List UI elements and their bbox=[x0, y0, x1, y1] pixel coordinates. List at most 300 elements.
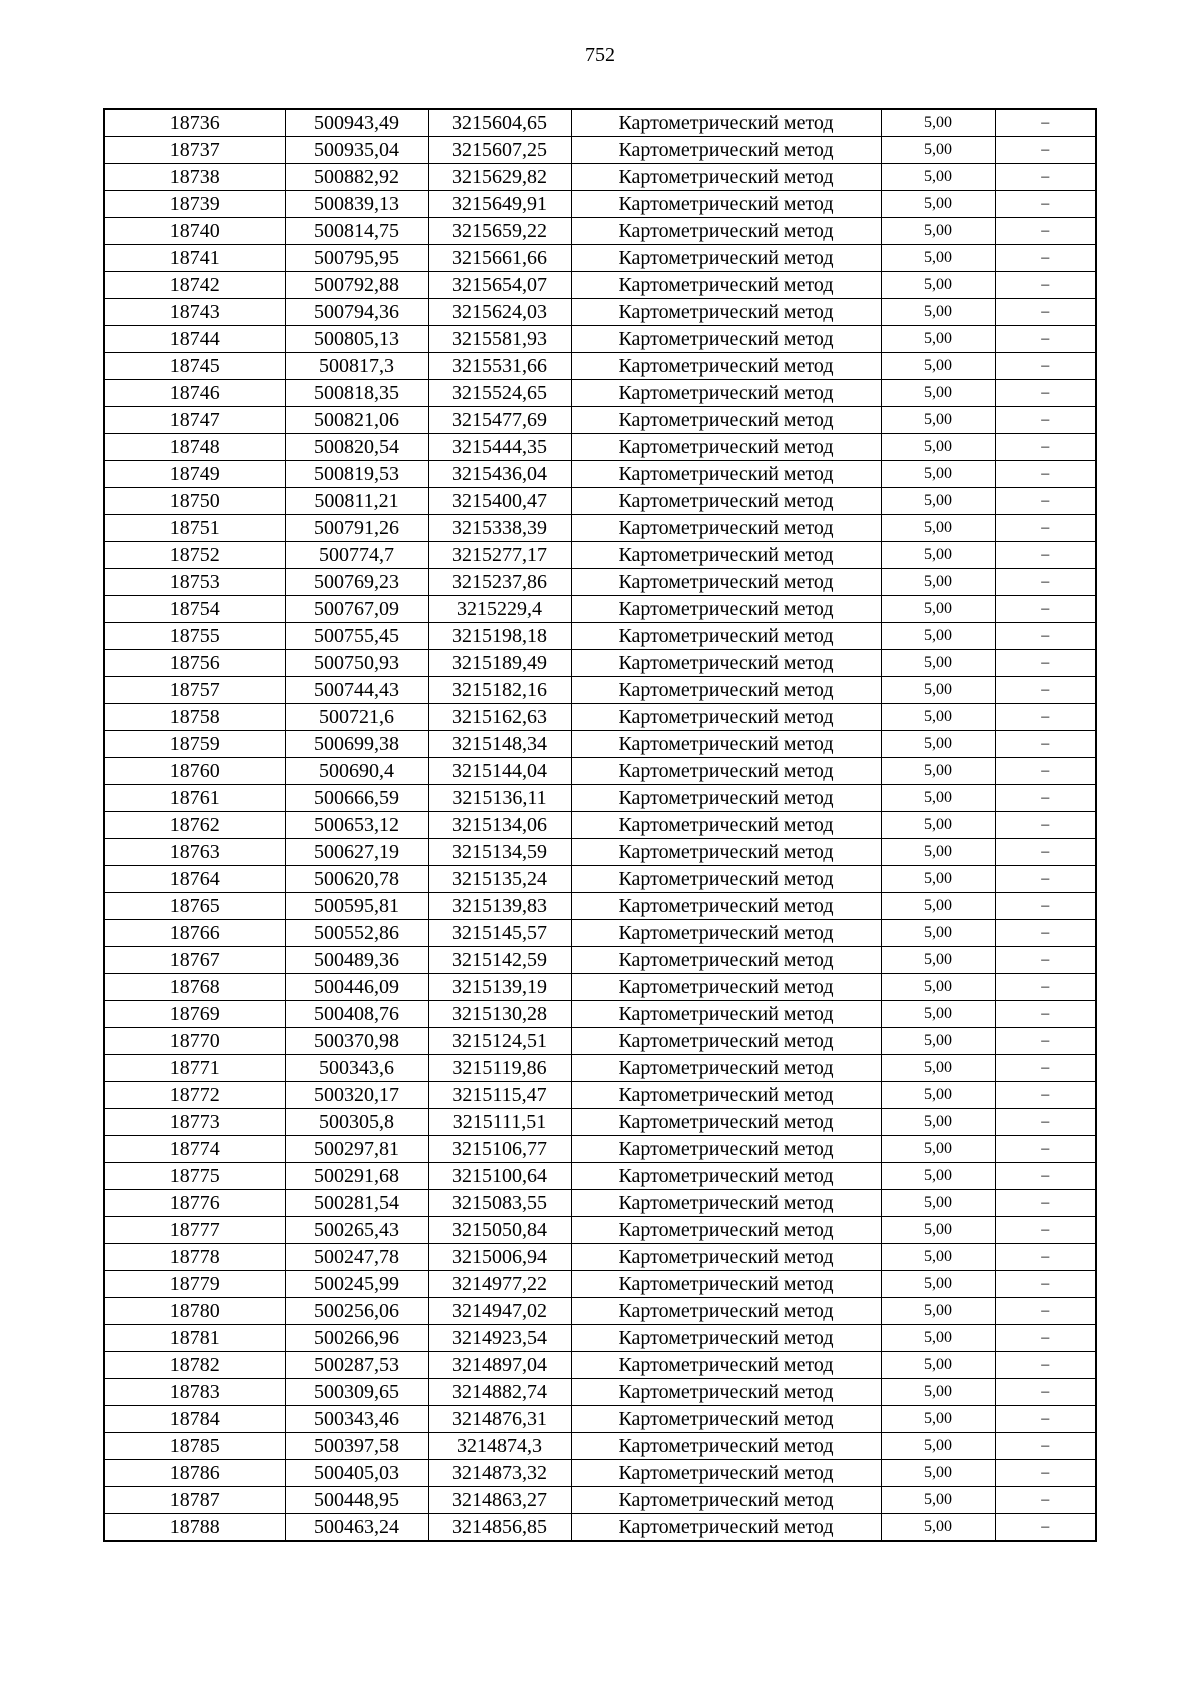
point-number-cell: 18758 bbox=[104, 704, 285, 731]
table-row bbox=[104, 1298, 1096, 1325]
note-cell: – bbox=[995, 380, 1096, 407]
table-row bbox=[104, 677, 1096, 704]
method-cell: Картометрический метод bbox=[571, 245, 881, 272]
x-coordinate-cell: 500256,06 bbox=[285, 1298, 428, 1325]
x-coordinate-cell: 500405,03 bbox=[285, 1460, 428, 1487]
accuracy-cell: 5,00 bbox=[881, 164, 995, 191]
y-coordinate-cell: 3215189,49 bbox=[428, 650, 571, 677]
point-number-cell: 18742 bbox=[104, 272, 285, 299]
x-coordinate-cell: 500627,19 bbox=[285, 839, 428, 866]
table-row bbox=[104, 1514, 1096, 1542]
point-number-cell: 18781 bbox=[104, 1325, 285, 1352]
y-coordinate-cell: 3215654,07 bbox=[428, 272, 571, 299]
accuracy-cell: 5,00 bbox=[881, 1460, 995, 1487]
accuracy-cell: 5,00 bbox=[881, 893, 995, 920]
accuracy-cell: 5,00 bbox=[881, 596, 995, 623]
accuracy-cell: 5,00 bbox=[881, 731, 995, 758]
note-cell: – bbox=[995, 353, 1096, 380]
accuracy-cell: 5,00 bbox=[881, 1217, 995, 1244]
y-coordinate-cell: 3215130,28 bbox=[428, 1001, 571, 1028]
point-number-cell: 18787 bbox=[104, 1487, 285, 1514]
point-number-cell: 18770 bbox=[104, 1028, 285, 1055]
accuracy-cell: 5,00 bbox=[881, 1055, 995, 1082]
accuracy-cell: 5,00 bbox=[881, 1244, 995, 1271]
table-row bbox=[104, 1325, 1096, 1352]
table-row bbox=[104, 1082, 1096, 1109]
y-coordinate-cell: 3215111,51 bbox=[428, 1109, 571, 1136]
method-cell: Картометрический метод bbox=[571, 542, 881, 569]
point-number-cell: 18767 bbox=[104, 947, 285, 974]
accuracy-cell: 5,00 bbox=[881, 515, 995, 542]
table-row bbox=[104, 1271, 1096, 1298]
x-coordinate-cell: 500653,12 bbox=[285, 812, 428, 839]
x-coordinate-cell: 500552,86 bbox=[285, 920, 428, 947]
point-number-cell: 18772 bbox=[104, 1082, 285, 1109]
method-cell: Картометрический метод bbox=[571, 1271, 881, 1298]
table-row bbox=[104, 650, 1096, 677]
point-number-cell: 18737 bbox=[104, 137, 285, 164]
x-coordinate-cell: 500297,81 bbox=[285, 1136, 428, 1163]
method-cell: Картометрический метод bbox=[571, 650, 881, 677]
note-cell: – bbox=[995, 1460, 1096, 1487]
y-coordinate-cell: 3215182,16 bbox=[428, 677, 571, 704]
note-cell: – bbox=[995, 947, 1096, 974]
note-cell: – bbox=[995, 299, 1096, 326]
method-cell: Картометрический метод bbox=[571, 299, 881, 326]
x-coordinate-cell: 500791,26 bbox=[285, 515, 428, 542]
table-row bbox=[104, 164, 1096, 191]
point-number-cell: 18773 bbox=[104, 1109, 285, 1136]
method-cell: Картометрический метод bbox=[571, 461, 881, 488]
method-cell: Картометрический метод bbox=[571, 785, 881, 812]
accuracy-cell: 5,00 bbox=[881, 920, 995, 947]
y-coordinate-cell: 3215106,77 bbox=[428, 1136, 571, 1163]
note-cell: – bbox=[995, 1379, 1096, 1406]
point-number-cell: 18749 bbox=[104, 461, 285, 488]
point-number-cell: 18755 bbox=[104, 623, 285, 650]
accuracy-cell: 5,00 bbox=[881, 650, 995, 677]
x-coordinate-cell: 500666,59 bbox=[285, 785, 428, 812]
x-coordinate-cell: 500281,54 bbox=[285, 1190, 428, 1217]
y-coordinate-cell: 3215624,03 bbox=[428, 299, 571, 326]
table-row bbox=[104, 488, 1096, 515]
point-number-cell: 18765 bbox=[104, 893, 285, 920]
point-number-cell: 18752 bbox=[104, 542, 285, 569]
point-number-cell: 18754 bbox=[104, 596, 285, 623]
x-coordinate-cell: 500343,6 bbox=[285, 1055, 428, 1082]
point-number-cell: 18744 bbox=[104, 326, 285, 353]
method-cell: Картометрический метод bbox=[571, 1460, 881, 1487]
table-row bbox=[104, 299, 1096, 326]
table-row bbox=[104, 731, 1096, 758]
accuracy-cell: 5,00 bbox=[881, 1433, 995, 1460]
table-row bbox=[104, 1379, 1096, 1406]
accuracy-cell: 5,00 bbox=[881, 488, 995, 515]
point-number-cell: 18745 bbox=[104, 353, 285, 380]
y-coordinate-cell: 3215136,11 bbox=[428, 785, 571, 812]
note-cell: – bbox=[995, 974, 1096, 1001]
y-coordinate-cell: 3215649,91 bbox=[428, 191, 571, 218]
x-coordinate-cell: 500792,88 bbox=[285, 272, 428, 299]
accuracy-cell: 5,00 bbox=[881, 1298, 995, 1325]
method-cell: Картометрический метод bbox=[571, 1163, 881, 1190]
x-coordinate-cell: 500397,58 bbox=[285, 1433, 428, 1460]
note-cell: – bbox=[995, 1028, 1096, 1055]
y-coordinate-cell: 3214876,31 bbox=[428, 1406, 571, 1433]
point-number-cell: 18783 bbox=[104, 1379, 285, 1406]
accuracy-cell: 5,00 bbox=[881, 461, 995, 488]
method-cell: Картометрический метод bbox=[571, 1352, 881, 1379]
accuracy-cell: 5,00 bbox=[881, 353, 995, 380]
y-coordinate-cell: 3214947,02 bbox=[428, 1298, 571, 1325]
accuracy-cell: 5,00 bbox=[881, 1028, 995, 1055]
x-coordinate-cell: 500750,93 bbox=[285, 650, 428, 677]
method-cell: Картометрический метод bbox=[571, 1379, 881, 1406]
note-cell: – bbox=[995, 1109, 1096, 1136]
method-cell: Картометрический метод bbox=[571, 407, 881, 434]
x-coordinate-cell: 500819,53 bbox=[285, 461, 428, 488]
note-cell: – bbox=[995, 812, 1096, 839]
accuracy-cell: 5,00 bbox=[881, 1136, 995, 1163]
accuracy-cell: 5,00 bbox=[881, 677, 995, 704]
point-number-cell: 18748 bbox=[104, 434, 285, 461]
x-coordinate-cell: 500767,09 bbox=[285, 596, 428, 623]
method-cell: Картометрический метод bbox=[571, 569, 881, 596]
accuracy-cell: 5,00 bbox=[881, 569, 995, 596]
method-cell: Картометрический метод bbox=[571, 1055, 881, 1082]
method-cell: Картометрический метод bbox=[571, 191, 881, 218]
accuracy-cell: 5,00 bbox=[881, 839, 995, 866]
method-cell: Картометрический метод bbox=[571, 893, 881, 920]
accuracy-cell: 5,00 bbox=[881, 866, 995, 893]
note-cell: – bbox=[995, 569, 1096, 596]
x-coordinate-cell: 500820,54 bbox=[285, 434, 428, 461]
note-cell: – bbox=[995, 650, 1096, 677]
note-cell: – bbox=[995, 1244, 1096, 1271]
table-row bbox=[104, 407, 1096, 434]
accuracy-cell: 5,00 bbox=[881, 1001, 995, 1028]
table-row bbox=[104, 109, 1096, 137]
page-number: 752 bbox=[585, 44, 615, 66]
method-cell: Картометрический метод bbox=[571, 1109, 881, 1136]
note-cell: – bbox=[995, 920, 1096, 947]
note-cell: – bbox=[995, 1082, 1096, 1109]
accuracy-cell: 5,00 bbox=[881, 758, 995, 785]
note-cell: – bbox=[995, 1217, 1096, 1244]
note-cell: – bbox=[995, 785, 1096, 812]
note-cell: – bbox=[995, 1514, 1096, 1542]
y-coordinate-cell: 3214863,27 bbox=[428, 1487, 571, 1514]
accuracy-cell: 5,00 bbox=[881, 542, 995, 569]
method-cell: Картометрический метод bbox=[571, 839, 881, 866]
method-cell: Картометрический метод bbox=[571, 974, 881, 1001]
coordinates-table-body bbox=[104, 109, 1096, 1541]
method-cell: Картометрический метод bbox=[571, 164, 881, 191]
y-coordinate-cell: 3214856,85 bbox=[428, 1514, 571, 1542]
method-cell: Картометрический метод bbox=[571, 704, 881, 731]
accuracy-cell: 5,00 bbox=[881, 1352, 995, 1379]
point-number-cell: 18751 bbox=[104, 515, 285, 542]
point-number-cell: 18769 bbox=[104, 1001, 285, 1028]
point-number-cell: 18775 bbox=[104, 1163, 285, 1190]
table-row bbox=[104, 434, 1096, 461]
note-cell: – bbox=[995, 407, 1096, 434]
x-coordinate-cell: 500595,81 bbox=[285, 893, 428, 920]
note-cell: – bbox=[995, 218, 1096, 245]
table-row bbox=[104, 1109, 1096, 1136]
x-coordinate-cell: 500247,78 bbox=[285, 1244, 428, 1271]
point-number-cell: 18761 bbox=[104, 785, 285, 812]
table-row bbox=[104, 542, 1096, 569]
table-row bbox=[104, 839, 1096, 866]
note-cell: – bbox=[995, 109, 1096, 137]
y-coordinate-cell: 3214874,3 bbox=[428, 1433, 571, 1460]
table-row bbox=[104, 1136, 1096, 1163]
y-coordinate-cell: 3215659,22 bbox=[428, 218, 571, 245]
note-cell: – bbox=[995, 1136, 1096, 1163]
accuracy-cell: 5,00 bbox=[881, 299, 995, 326]
point-number-cell: 18785 bbox=[104, 1433, 285, 1460]
table-row bbox=[104, 380, 1096, 407]
y-coordinate-cell: 3214977,22 bbox=[428, 1271, 571, 1298]
method-cell: Картометрический метод bbox=[571, 218, 881, 245]
table-row bbox=[104, 1244, 1096, 1271]
y-coordinate-cell: 3215444,35 bbox=[428, 434, 571, 461]
point-number-cell: 18780 bbox=[104, 1298, 285, 1325]
note-cell: – bbox=[995, 596, 1096, 623]
note-cell: – bbox=[995, 1271, 1096, 1298]
table-row bbox=[104, 1406, 1096, 1433]
accuracy-cell: 5,00 bbox=[881, 326, 995, 353]
x-coordinate-cell: 500287,53 bbox=[285, 1352, 428, 1379]
table-row bbox=[104, 461, 1096, 488]
y-coordinate-cell: 3214882,74 bbox=[428, 1379, 571, 1406]
point-number-cell: 18782 bbox=[104, 1352, 285, 1379]
point-number-cell: 18736 bbox=[104, 109, 285, 137]
table-row bbox=[104, 245, 1096, 272]
table-row bbox=[104, 812, 1096, 839]
note-cell: – bbox=[995, 758, 1096, 785]
note-cell: – bbox=[995, 677, 1096, 704]
accuracy-cell: 5,00 bbox=[881, 191, 995, 218]
method-cell: Картометрический метод bbox=[571, 1028, 881, 1055]
y-coordinate-cell: 3215083,55 bbox=[428, 1190, 571, 1217]
x-coordinate-cell: 500448,95 bbox=[285, 1487, 428, 1514]
method-cell: Картометрический метод bbox=[571, 812, 881, 839]
table-row bbox=[104, 704, 1096, 731]
note-cell: – bbox=[995, 893, 1096, 920]
x-coordinate-cell: 500839,13 bbox=[285, 191, 428, 218]
table-row bbox=[104, 866, 1096, 893]
y-coordinate-cell: 3215148,34 bbox=[428, 731, 571, 758]
method-cell: Картометрический метод bbox=[571, 623, 881, 650]
method-cell: Картометрический метод bbox=[571, 947, 881, 974]
y-coordinate-cell: 3215629,82 bbox=[428, 164, 571, 191]
note-cell: – bbox=[995, 542, 1096, 569]
accuracy-cell: 5,00 bbox=[881, 704, 995, 731]
x-coordinate-cell: 500690,4 bbox=[285, 758, 428, 785]
point-number-cell: 18753 bbox=[104, 569, 285, 596]
method-cell: Картометрический метод bbox=[571, 1190, 881, 1217]
point-number-cell: 18786 bbox=[104, 1460, 285, 1487]
y-coordinate-cell: 3215124,51 bbox=[428, 1028, 571, 1055]
point-number-cell: 18759 bbox=[104, 731, 285, 758]
note-cell: – bbox=[995, 164, 1096, 191]
method-cell: Картометрический метод bbox=[571, 731, 881, 758]
accuracy-cell: 5,00 bbox=[881, 272, 995, 299]
y-coordinate-cell: 3215436,04 bbox=[428, 461, 571, 488]
note-cell: – bbox=[995, 866, 1096, 893]
note-cell: – bbox=[995, 434, 1096, 461]
accuracy-cell: 5,00 bbox=[881, 1406, 995, 1433]
point-number-cell: 18756 bbox=[104, 650, 285, 677]
note-cell: – bbox=[995, 191, 1096, 218]
method-cell: Картометрический метод bbox=[571, 109, 881, 137]
x-coordinate-cell: 500818,35 bbox=[285, 380, 428, 407]
method-cell: Картометрический метод bbox=[571, 380, 881, 407]
method-cell: Картометрический метод bbox=[571, 758, 881, 785]
table-row bbox=[104, 1028, 1096, 1055]
note-cell: – bbox=[995, 326, 1096, 353]
method-cell: Картометрический метод bbox=[571, 1136, 881, 1163]
note-cell: – bbox=[995, 1325, 1096, 1352]
accuracy-cell: 5,00 bbox=[881, 974, 995, 1001]
y-coordinate-cell: 3215006,94 bbox=[428, 1244, 571, 1271]
x-coordinate-cell: 500266,96 bbox=[285, 1325, 428, 1352]
x-coordinate-cell: 500774,7 bbox=[285, 542, 428, 569]
point-number-cell: 18746 bbox=[104, 380, 285, 407]
y-coordinate-cell: 3214923,54 bbox=[428, 1325, 571, 1352]
x-coordinate-cell: 500343,46 bbox=[285, 1406, 428, 1433]
x-coordinate-cell: 500489,36 bbox=[285, 947, 428, 974]
table-row bbox=[104, 1352, 1096, 1379]
y-coordinate-cell: 3215144,04 bbox=[428, 758, 571, 785]
y-coordinate-cell: 3215050,84 bbox=[428, 1217, 571, 1244]
x-coordinate-cell: 500245,99 bbox=[285, 1271, 428, 1298]
method-cell: Картометрический метод bbox=[571, 1001, 881, 1028]
table-row bbox=[104, 569, 1096, 596]
accuracy-cell: 5,00 bbox=[881, 1325, 995, 1352]
y-coordinate-cell: 3215277,17 bbox=[428, 542, 571, 569]
x-coordinate-cell: 500882,92 bbox=[285, 164, 428, 191]
table-row bbox=[104, 1460, 1096, 1487]
point-number-cell: 18778 bbox=[104, 1244, 285, 1271]
table-row bbox=[104, 893, 1096, 920]
x-coordinate-cell: 500769,23 bbox=[285, 569, 428, 596]
x-coordinate-cell: 500370,98 bbox=[285, 1028, 428, 1055]
note-cell: – bbox=[995, 1406, 1096, 1433]
y-coordinate-cell: 3215229,4 bbox=[428, 596, 571, 623]
x-coordinate-cell: 500309,65 bbox=[285, 1379, 428, 1406]
method-cell: Картометрический метод bbox=[571, 353, 881, 380]
point-number-cell: 18771 bbox=[104, 1055, 285, 1082]
y-coordinate-cell: 3215237,86 bbox=[428, 569, 571, 596]
accuracy-cell: 5,00 bbox=[881, 1379, 995, 1406]
x-coordinate-cell: 500943,49 bbox=[285, 109, 428, 137]
point-number-cell: 18779 bbox=[104, 1271, 285, 1298]
table-row bbox=[104, 920, 1096, 947]
x-coordinate-cell: 500755,45 bbox=[285, 623, 428, 650]
y-coordinate-cell: 3215119,86 bbox=[428, 1055, 571, 1082]
table-row bbox=[104, 947, 1096, 974]
accuracy-cell: 5,00 bbox=[881, 785, 995, 812]
x-coordinate-cell: 500408,76 bbox=[285, 1001, 428, 1028]
accuracy-cell: 5,00 bbox=[881, 109, 995, 137]
y-coordinate-cell: 3215338,39 bbox=[428, 515, 571, 542]
point-number-cell: 18743 bbox=[104, 299, 285, 326]
table-row bbox=[104, 974, 1096, 1001]
y-coordinate-cell: 3215531,66 bbox=[428, 353, 571, 380]
point-number-cell: 18784 bbox=[104, 1406, 285, 1433]
y-coordinate-cell: 3215400,47 bbox=[428, 488, 571, 515]
table-row bbox=[104, 326, 1096, 353]
x-coordinate-cell: 500305,8 bbox=[285, 1109, 428, 1136]
x-coordinate-cell: 500265,43 bbox=[285, 1217, 428, 1244]
accuracy-cell: 5,00 bbox=[881, 137, 995, 164]
y-coordinate-cell: 3215198,18 bbox=[428, 623, 571, 650]
accuracy-cell: 5,00 bbox=[881, 1487, 995, 1514]
point-number-cell: 18774 bbox=[104, 1136, 285, 1163]
table-row bbox=[104, 1217, 1096, 1244]
point-number-cell: 18764 bbox=[104, 866, 285, 893]
method-cell: Картометрический метод bbox=[571, 1514, 881, 1542]
x-coordinate-cell: 500699,38 bbox=[285, 731, 428, 758]
accuracy-cell: 5,00 bbox=[881, 1190, 995, 1217]
x-coordinate-cell: 500817,3 bbox=[285, 353, 428, 380]
table-row bbox=[104, 623, 1096, 650]
table-row bbox=[104, 1163, 1096, 1190]
x-coordinate-cell: 500805,13 bbox=[285, 326, 428, 353]
y-coordinate-cell: 3215524,65 bbox=[428, 380, 571, 407]
method-cell: Картометрический метод bbox=[571, 920, 881, 947]
point-number-cell: 18768 bbox=[104, 974, 285, 1001]
method-cell: Картометрический метод bbox=[571, 434, 881, 461]
coordinates-table bbox=[103, 108, 1097, 1542]
point-number-cell: 18762 bbox=[104, 812, 285, 839]
x-coordinate-cell: 500446,09 bbox=[285, 974, 428, 1001]
method-cell: Картометрический метод bbox=[571, 1487, 881, 1514]
table-row bbox=[104, 272, 1096, 299]
table-row bbox=[104, 1487, 1096, 1514]
accuracy-cell: 5,00 bbox=[881, 1082, 995, 1109]
table-row bbox=[104, 758, 1096, 785]
accuracy-cell: 5,00 bbox=[881, 1163, 995, 1190]
note-cell: – bbox=[995, 1433, 1096, 1460]
table-row bbox=[104, 515, 1096, 542]
method-cell: Картометрический метод bbox=[571, 677, 881, 704]
point-number-cell: 18741 bbox=[104, 245, 285, 272]
point-number-cell: 18739 bbox=[104, 191, 285, 218]
point-number-cell: 18757 bbox=[104, 677, 285, 704]
method-cell: Картометрический метод bbox=[571, 1325, 881, 1352]
y-coordinate-cell: 3215115,47 bbox=[428, 1082, 571, 1109]
table-row bbox=[104, 137, 1096, 164]
accuracy-cell: 5,00 bbox=[881, 947, 995, 974]
table-row bbox=[104, 596, 1096, 623]
y-coordinate-cell: 3215135,24 bbox=[428, 866, 571, 893]
point-number-cell: 18740 bbox=[104, 218, 285, 245]
accuracy-cell: 5,00 bbox=[881, 434, 995, 461]
y-coordinate-cell: 3215607,25 bbox=[428, 137, 571, 164]
note-cell: – bbox=[995, 515, 1096, 542]
note-cell: – bbox=[995, 272, 1096, 299]
y-coordinate-cell: 3215581,93 bbox=[428, 326, 571, 353]
note-cell: – bbox=[995, 1055, 1096, 1082]
note-cell: – bbox=[995, 245, 1096, 272]
note-cell: – bbox=[995, 488, 1096, 515]
point-number-cell: 18750 bbox=[104, 488, 285, 515]
y-coordinate-cell: 3214897,04 bbox=[428, 1352, 571, 1379]
